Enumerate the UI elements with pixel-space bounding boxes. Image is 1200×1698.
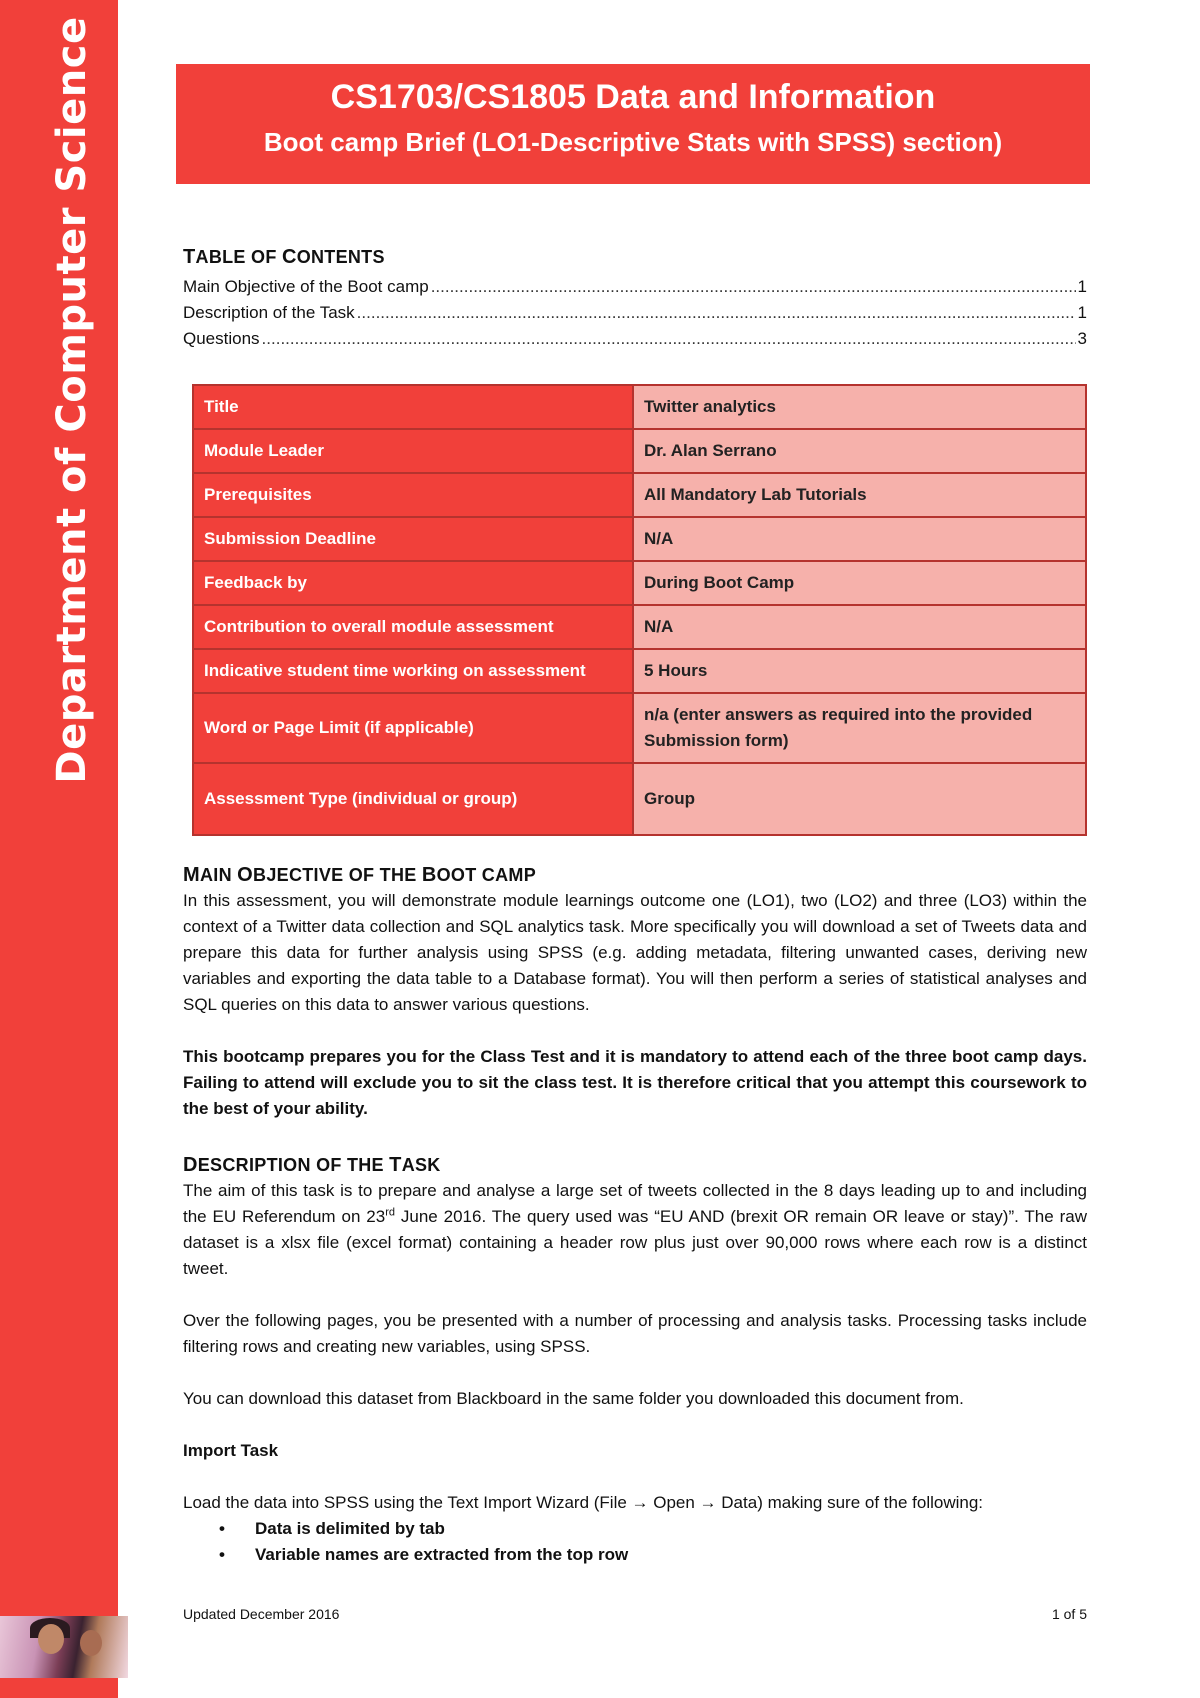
toc-entry-label: Questions [183, 329, 260, 348]
info-key: Indicative student time working on assessment [193, 649, 633, 693]
import-instructions: Load the data into SPSS using the Text Import Wizard (File → Open → Data) making sure of the following: [183, 1493, 984, 1512]
table-row [193, 517, 1086, 561]
info-value: N/A [633, 605, 1086, 649]
toc-leader-dots [431, 277, 1076, 297]
import-task-heading: Import Task [183, 1441, 279, 1460]
info-value: n/a (enter answers as required into the provided Submission form) [633, 693, 1086, 763]
info-value: Group [633, 763, 1086, 835]
page-footer [183, 1606, 1087, 1622]
table-row [193, 693, 1086, 763]
info-value: All Mandatory Lab Tutorials [633, 473, 1086, 517]
title-banner [176, 64, 1090, 184]
toc-entry-label: Main Objective of the Boot camp [183, 277, 429, 296]
description-heading: DESCRIPTION OF THE TASK [183, 1154, 441, 1176]
table-row [193, 385, 1086, 429]
toc-entry[interactable] [183, 277, 1087, 303]
description-paragraph: The aim of this task is to prepare and analyse a large set of tweets collected in the 8 days leading up to and including the EU Referendum on 23rd June 2016. The query used was “EU AND (brexit OR remain OR leave or stay)”. The raw dataset is a xlsx file (excel format) containing a header row plus just over 90,000 rows where each row is a distinct tweet. [183, 1181, 1087, 1278]
footer-page-number: 1 of 5 [1051, 1606, 1087, 1622]
toc-entry[interactable] [183, 329, 1087, 355]
info-value: During Boot Camp [633, 561, 1086, 605]
sidebar-photo [0, 1616, 128, 1678]
table-row [193, 649, 1086, 693]
processing-tasks-paragraph: Over the following pages, you be presented with a number of processing and analysis tasks. Processing tasks include filtering rows and creating new variables, using SPSS. [183, 1311, 1087, 1356]
list-item: • Data is delimited by tab [255, 1516, 1087, 1542]
info-key: Feedback by [193, 561, 633, 605]
photo-face [80, 1630, 102, 1656]
mandatory-attendance-paragraph: This bootcamp prepares you for the Class Test and it is mandatory to attend each of the three boot camp days. Failing to attend will exclude you to sit the class test. It is therefore critical that you attempt this coursework to the best of your ability. [183, 1047, 1087, 1118]
footer-updated: Updated December 2016 [183, 1606, 340, 1622]
toc-leader-dots [262, 329, 1076, 349]
table-row [193, 605, 1086, 649]
info-value: Dr. Alan Serrano [633, 429, 1086, 473]
assessment-info-table [192, 384, 1087, 836]
main-objective-paragraph: In this assessment, you will demonstrate module learnings outcome one (LO1), two (LO2) and three (LO3) within the context of a Twitter data collection and SQL analytics task. More specifically you will download a set of Tweets data and prepare this data for further analysis using SPSS (e.g. adding metadata, filtering unwanted cases, deriving new variables and exporting the data table to a Database format). You will then perform a series of statistical analyses and SQL queries on this data to answer various questions. [183, 891, 1087, 1014]
info-key: Word or Page Limit (if applicable) [193, 693, 633, 763]
toc-heading: TABLE OF CONTENTS [183, 246, 385, 268]
download-paragraph: You can download this dataset from Blackboard in the same folder you downloaded this document from. [183, 1389, 964, 1408]
table-row [193, 561, 1086, 605]
table-of-contents [183, 246, 1087, 355]
sidebar-department-title: Department of Computer Science [49, 16, 95, 784]
toc-entry-label: Description of the Task [183, 303, 355, 322]
toc-leader-dots [357, 303, 1076, 323]
import-bullets [183, 1516, 1087, 1568]
info-key: Assessment Type (individual or group) [193, 763, 633, 835]
main-objective-heading: MAIN OBJECTIVE OF THE BOOT CAMP [183, 864, 537, 886]
toc-entry-page: 1 [1077, 303, 1087, 322]
info-key: Title [193, 385, 633, 429]
info-value: N/A [633, 517, 1086, 561]
table-row [193, 763, 1086, 835]
sidebar-band [0, 0, 118, 1698]
table-row [193, 429, 1086, 473]
main-objective-section [183, 862, 1087, 1122]
table-row [193, 473, 1086, 517]
document-subtitle: Boot camp Brief (LO1-Descriptive Stats with SPSS) section) [263, 127, 1003, 157]
info-key: Contribution to overall module assessment [193, 605, 633, 649]
info-key: Prerequisites [193, 473, 633, 517]
toc-entry-page: 3 [1077, 329, 1087, 348]
info-value: Twitter analytics [633, 385, 1086, 429]
toc-entry-page: 1 [1077, 277, 1087, 296]
info-key: Submission Deadline [193, 517, 633, 561]
toc-entry[interactable] [183, 303, 1087, 329]
document-title: CS1703/CS1805 Data and Information [330, 78, 936, 116]
description-section [183, 1152, 1087, 1568]
list-item: • Variable names are extracted from the top row [255, 1542, 1087, 1568]
photo-face [38, 1624, 64, 1654]
info-key: Module Leader [193, 429, 633, 473]
info-value: 5 Hours [633, 649, 1086, 693]
